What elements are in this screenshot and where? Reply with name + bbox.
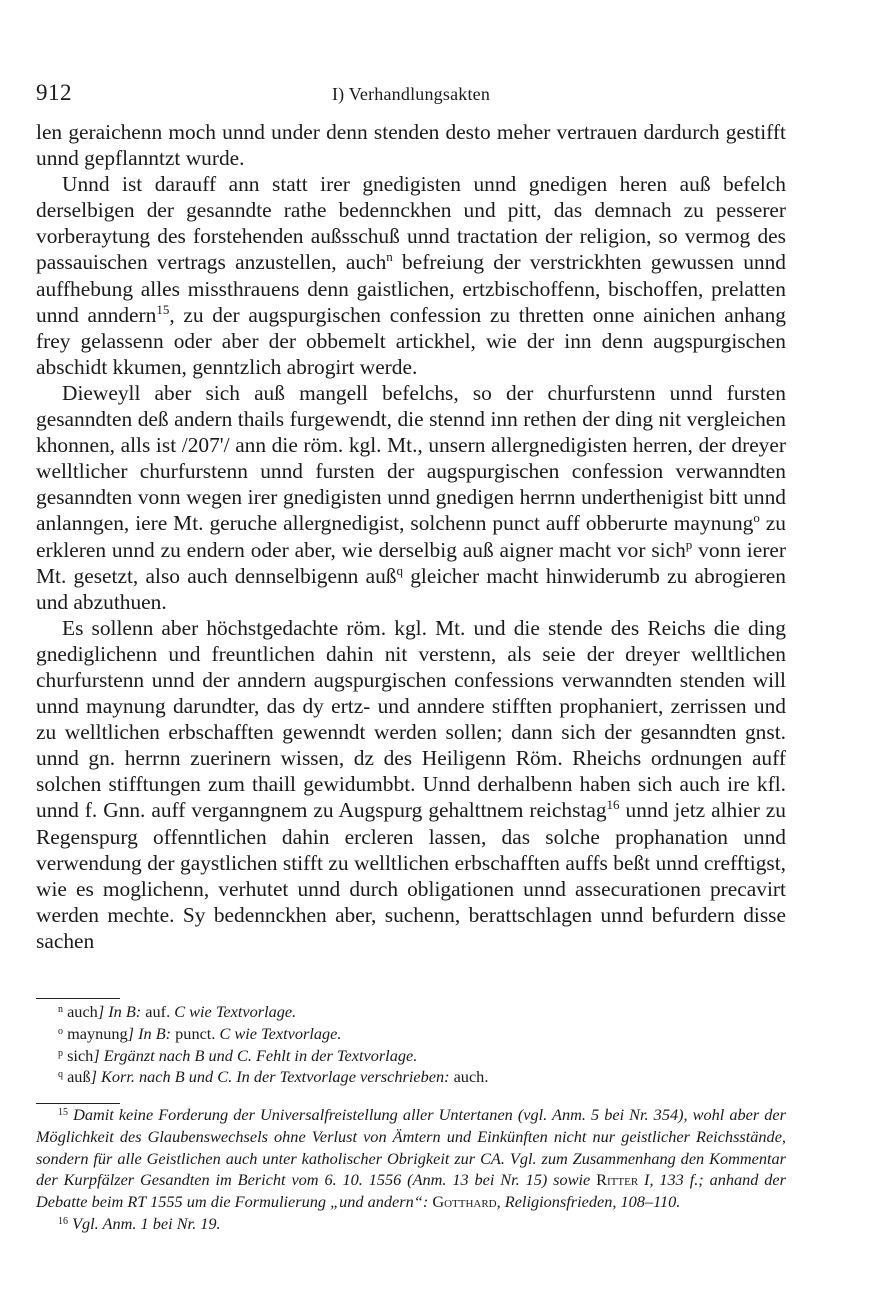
note-separator: ] xyxy=(127,1023,139,1043)
page-number: 912 xyxy=(36,80,72,105)
apparatus-note-q xyxy=(58,1066,778,1088)
note-lemma: maynung xyxy=(67,1023,128,1043)
footnote-15 xyxy=(36,1104,786,1213)
note-lemma: sich xyxy=(67,1045,94,1065)
paragraph-3 xyxy=(36,380,786,615)
apparatus-mark-n: n xyxy=(386,249,393,265)
note-separator: ] xyxy=(90,1067,102,1087)
footnote-ref-15: 15 xyxy=(156,301,170,317)
note-rest: C wie Textvorlage. xyxy=(219,1023,342,1043)
note-lemma: auch xyxy=(67,1002,98,1021)
paragraph-3-text-d: gleicher macht hinwiderumb zu abrogieren und abzuthuen. xyxy=(36,563,786,614)
note-mark: n xyxy=(58,1004,63,1015)
apparatus-mark-o: o xyxy=(753,510,760,526)
text-apparatus xyxy=(58,1001,778,1088)
note-label: Korr. nach B und C. In der Textvorlage verschrieben: xyxy=(101,1067,450,1087)
note-label: In B: xyxy=(108,1002,142,1021)
apparatus-note-o xyxy=(58,1023,778,1045)
footnote-author-gotthard: Gotthard xyxy=(432,1192,497,1212)
paragraph-2 xyxy=(36,171,786,380)
page-header xyxy=(36,80,786,110)
note-separator: ] xyxy=(97,1002,109,1021)
note-label: In B: xyxy=(138,1023,172,1043)
note-separator: ] xyxy=(93,1045,104,1065)
note-reading: auf. xyxy=(141,1002,175,1021)
footnote-text-c: , Religionsfrieden, 108–110. xyxy=(496,1192,681,1212)
paragraph-4-text-a: Es sollenn aber höchstgedachte röm. kgl. Mt. und die stende des Reichs die ding gnediglichenn und freuntlichen dahin nit verstenn, als seie der dreyer welltlichen churfurstenn unnd der anndern augspurgischen confessions verwanndten stenden will unnd maynung darundter, das dy ertz- und anndere stifften prophaniert, zerrissen und zu welltlichen erbschafften gewenndt werden sollen; dann sich der gesanndten gnst. unnd gn. herrnn zuerinern wissen, dz des Heiligenn Röm. Rheichs ordnungen auff solchen stifftungen zum thaill gewidumbbt. Unnd derhalbenn haben sich auch ire kfl. unnd f. Gnn. auff verganngnem zu Augspurg gehalttnem reichstag xyxy=(36,615,786,823)
note-mark: o xyxy=(58,1025,63,1037)
footnotes xyxy=(36,1104,786,1235)
note-mark: q xyxy=(58,1069,63,1081)
paragraph-1: len geraichenn moch unnd under denn stenden desto meher vertrauen dardurch gestifft unnd gepflanntzt wurde. xyxy=(36,120,786,171)
apparatus-mark-p: p xyxy=(685,536,693,552)
paragraph-2-text-a: Unnd ist darauff ann statt irer gnedigisten unnd gnedigen heren auß befelch derselbigen der gesanndte rathe bedennckhen und pitt, das demnach zu pesserer vorberaytung des forstehenden außsschuß unnd tractation der religion, so vermog des passauischen vertrags anzustellen, auch xyxy=(36,172,786,275)
note-label: Ergänzt nach B und C. Fehlt in der Textvorlage. xyxy=(103,1045,418,1065)
paragraph-3-text-b: zu erkleren unnd zu endern oder aber, wie derselbig auß aigner macht vor sich xyxy=(36,511,786,562)
footnote-text-b: I, 133 f.; anhand der Debatte beim RT 1555 um die Formulierung „und andern“: xyxy=(36,1170,786,1212)
paragraph-2-text-b: befreiung der verstrickhten gewussen unnd auffhebung alles missthrauens denn gaistlichen, ertzbischoffenn, bischoffen, prelatten unnd anndern xyxy=(36,250,786,327)
paragraph-2-text-c: , zu der augspurgischen confession zu thretten onne ainichen anhang frey gelassenn oder aber der obbemelt artickhel, wie der inn denn augspurgischen abschidt kkumen, genntzlich abrogirt werde. xyxy=(36,302,786,379)
running-head: I) Verhandlungsakten xyxy=(331,84,491,104)
note-reading: punct. xyxy=(171,1023,220,1043)
apparatus-divider xyxy=(36,998,120,999)
footnote-text: Vgl. Anm. 1 bei Nr. 19. xyxy=(72,1213,221,1233)
footnote-author-ritter: Ritter xyxy=(596,1170,639,1190)
footnote-text-a: Damit keine Forderung der Universalfreistellung aller Untertanen (vgl. Anm. 5 bei Nr. 354), wohl aber der Möglichkeit des Glaubenswechsels ohne Verlust von Ämtern und Einkünften nicht nur geistlicher Reichsstände, sondern für alle Geistlichen auch unter katholischer Obrigkeit zur CA. Vgl. zum Zusammenhang den Kommentar der Kurpfälzer Gesandten im Bericht vom 6. 10. 1556 (Anm. 13 bei Nr. 15) sowie xyxy=(36,1105,786,1190)
apparatus-note-n xyxy=(58,1001,778,1023)
paragraph-4-text-b: unnd jetz alhier zu Regenspurg offenntlichen dahin ercleren lassen, das solche prophanation unnd verwendung der gaystlichen stifft zu welltlichen erbschafften auffs beßt unnd crefftigst, wie es moglichenn, verhutet unnd durch obligationen unnd assecurationen precavirt werden mechte. Sy bedennckhen aber, suchenn, berattschlagen unnd befurdern disse sachen xyxy=(36,798,786,953)
footnote-16 xyxy=(36,1213,786,1235)
note-reading: auch. xyxy=(449,1067,489,1087)
note-lemma: auß xyxy=(67,1067,91,1087)
paragraph-3-text-c: vonn ierer Mt. gesetzt, also auch dennselbigenn auß xyxy=(36,537,786,588)
note-rest: C wie Textvorlage. xyxy=(174,1002,297,1021)
footnote-number: 16 xyxy=(58,1215,68,1227)
apparatus-mark-q: q xyxy=(396,562,403,578)
apparatus-note-p xyxy=(58,1045,778,1067)
footnote-number: 15 xyxy=(58,1107,68,1118)
paragraph-3-text-a: Dieweyll aber sich auß mangell befelchs, so der churfurstenn unnd fursten gesanndten deß andern thails furgewendt, die stennd inn rethen der ding nit vergleichen khonnen, alls ist /207'/ ann die röm. kgl. Mt., unsern allergnedigisten herren, der dreyer welltlicher churfurstenn unnd fursten der augspurgischen confession verwanndten gesanndten vonn wegen irer gnedigisten unnd gnedigen herrnn underthenigist bitt unnd anlanngen, iere Mt. geruche allergnedigist, solchenn punct auff obberurte maynung xyxy=(36,380,786,536)
footnote-ref-16: 16 xyxy=(606,797,620,813)
main-text xyxy=(36,119,786,954)
paragraph-4 xyxy=(36,615,786,954)
note-mark: p xyxy=(58,1047,63,1059)
